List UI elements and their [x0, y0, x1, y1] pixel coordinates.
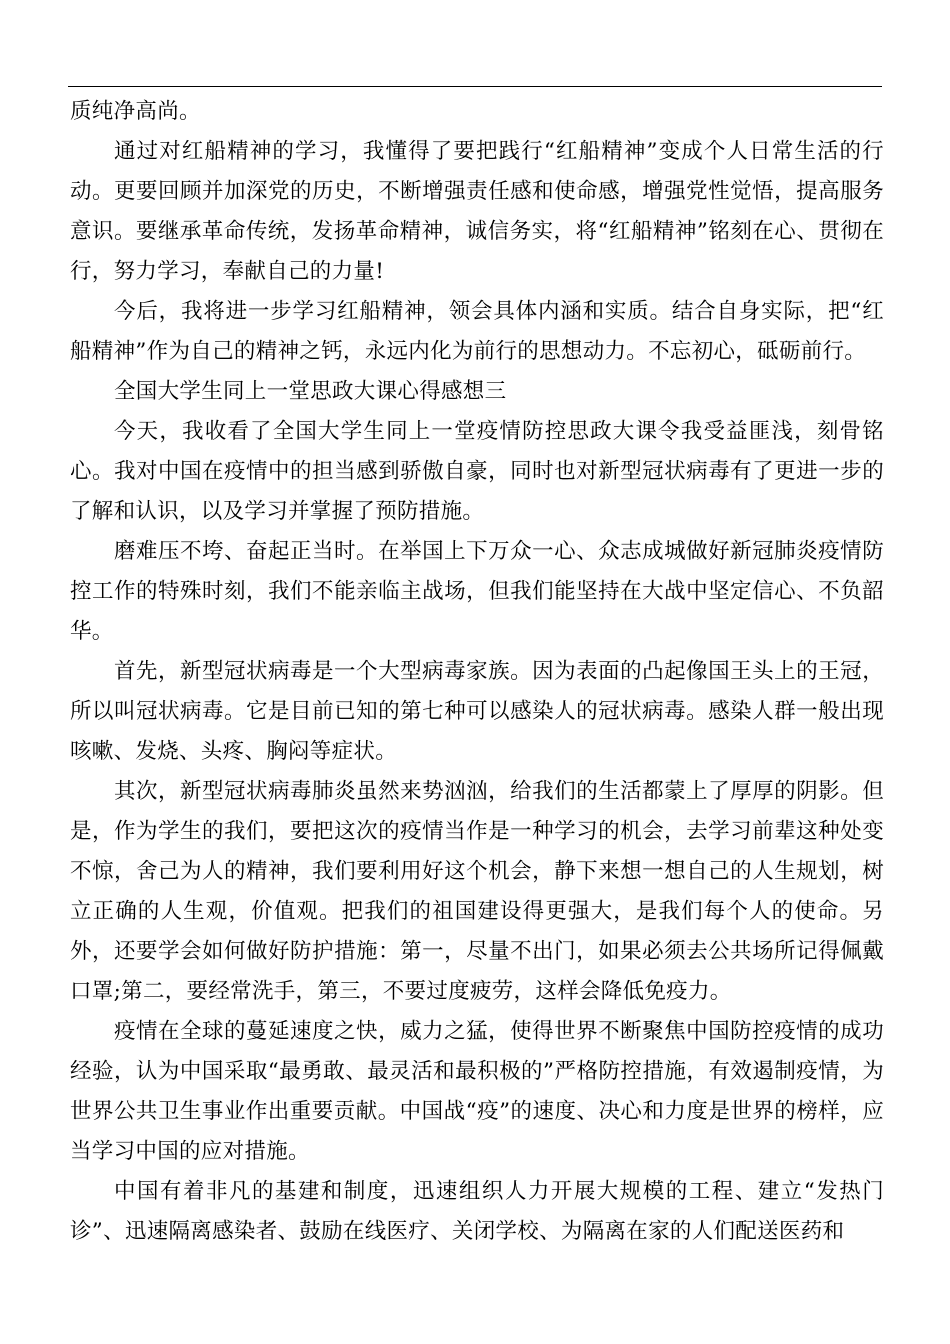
paragraph-second: 其次，新型冠状病毒肺炎虽然来势汹汹，给我们的生活都蒙上了厚厚的阴影。但是，作为学生的我们，要把这次的疫情当作是一种学习的机会，去学习前辈这种处变不惊，舍己为人的精神，我们要利用好这个机会，静下来想一想自己的人生规划，树立正确的人生观，价值观。把我们的祖国建设得更强大，是我们每个人的使命。另外，还要学会如何做好防护措施：第一，尽量不出门，如果必须去公共场所记得佩戴口罩;第二，要经常洗手，第三，不要过度疲劳，这样会降低免疫力。: [70, 779, 884, 1004]
paragraph-first: 首先，新型冠状病毒是一个大型病毒家族。因为表面的凸起像国王头上的王冠，所以叫冠状病毒。它是目前已知的第七种可以感染人的冠状病毒。感染人群一般出现咳嗽、发烧、头疼、胸闷等症状。: [70, 659, 884, 764]
paragraph-future-plan: 今后，我将进一步学习红船精神，领会具体内涵和实质。结合自身实际，把“红船精神”作为自己的精神之钙，永远内化为前行的思想动力。不忘初心，砥砺前行。: [70, 299, 884, 364]
section-heading: 全国大学生同上一堂思政大课心得感想三: [114, 379, 507, 404]
paragraph-global-spread: 疫情在全球的蔓延速度之快，威力之猛，使得世界不断聚焦中国防控疫情的成功经验，认为中国采取“最勇敢、最灵活和最积极的”严格防控措施，有效遏制疫情，为世界公共卫生事业作出重要贡献。中国战“疫”的速度、决心和力度是世界的榜样，应当学习中国的应对措施。: [70, 1019, 884, 1164]
document-body: [70, 92, 884, 1252]
paragraph-infrastructure: 中国有着非凡的基建和制度，迅速组织人力开展大规模的工程、建立“发热门诊”、迅速隔离感染者、鼓励在线医疗、关闭学校、为隔离在家的人们配送医药和: [70, 1179, 884, 1244]
header-rule: [68, 86, 882, 87]
paragraph-today: 今天，我收看了全国大学生同上一堂疫情防控思政大课令我受益匪浅，刻骨铭心。我对中国在疫情中的担当感到骄傲自豪，同时也对新型冠状病毒有了更进一步的了解和认识，以及学习并掌握了预防措施。: [70, 419, 884, 524]
paragraph-red-boat-study: 通过对红船精神的学习，我懂得了要把践行“红船精神”变成个人日常生活的行动。更要回顾并加深党的历史，不断增强责任感和使命感，增强党性觉悟，提高服务意识。要继承革命传统，发扬革命精神，诚信务实，将“红船精神”铭刻在心、贯彻在行，努力学习，奉献自己的力量!: [70, 139, 884, 284]
paragraph-continuation: 质纯净高尚。: [70, 99, 201, 124]
paragraph-hardship: 磨难压不垮、奋起正当时。在举国上下万众一心、众志成城做好新冠肺炎疫情防控工作的特殊时刻，我们不能亲临主战场，但我们能坚持在大战中坚定信心、不负韶华。: [70, 539, 884, 644]
